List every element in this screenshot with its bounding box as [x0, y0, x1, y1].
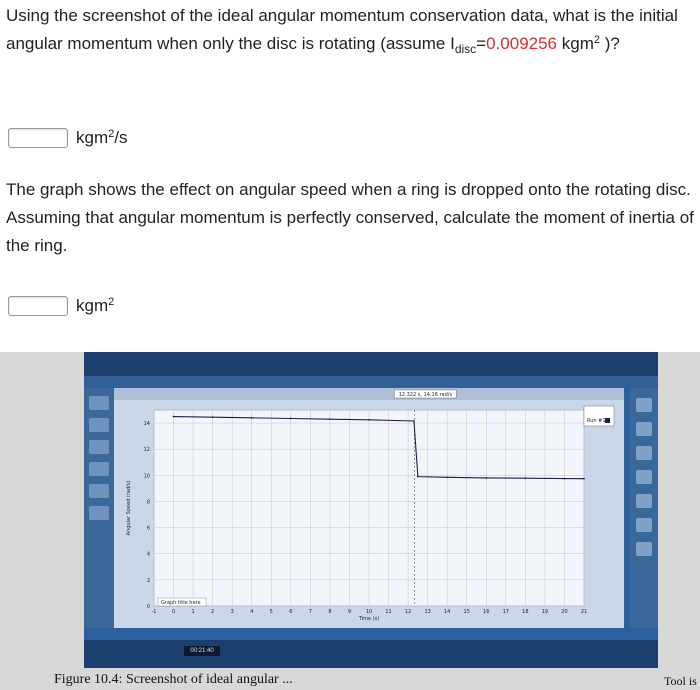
- x-tick-label: 20: [561, 609, 568, 615]
- right-panel-item: [636, 398, 652, 412]
- answer-1-unit: [76, 128, 127, 148]
- x-tick-label: 4: [250, 609, 254, 615]
- app-toolbar: [84, 376, 658, 386]
- figure-caption: Figure 10.4: Screenshot of ideal angular ...: [54, 672, 293, 687]
- right-panel-item: [636, 422, 652, 436]
- left-panel-item: [89, 462, 109, 476]
- ring-inertia-input[interactable]: [8, 296, 68, 316]
- x-tick-label: 5: [269, 609, 273, 615]
- right-panel-item: [636, 494, 652, 508]
- question-1-text: [6, 2, 696, 60]
- answer-1-unit-exponent: 2: [108, 128, 115, 140]
- y-tick-label: 2: [146, 577, 150, 584]
- answer-2-unit-base: kgm: [76, 296, 109, 315]
- graph-title-text: Graph title here: [161, 600, 201, 606]
- screenshot-photo: [0, 352, 700, 690]
- x-tick-label: 6: [289, 609, 293, 615]
- y-tick-label: 10: [143, 473, 150, 480]
- y-axis-title: Angular Speed (rad/s): [126, 480, 132, 536]
- left-panel-item: [89, 484, 109, 498]
- legend-swatch: [605, 418, 610, 423]
- x-tick-label: 18: [522, 609, 529, 615]
- x-tick-label: 7: [308, 609, 312, 615]
- data-point: [417, 476, 419, 478]
- x-tick-label: 2: [211, 609, 215, 615]
- monitor-screen: [84, 352, 658, 668]
- right-panel-item: [636, 542, 652, 556]
- question-1-tail: )?: [599, 34, 620, 53]
- right-panel-item: [636, 470, 652, 484]
- x-tick-label: 9: [347, 609, 352, 615]
- app-header: [84, 352, 658, 376]
- left-panel-item: [89, 418, 109, 432]
- angular-speed-chart: [114, 388, 624, 628]
- data-point: [413, 420, 415, 422]
- data-point: [290, 418, 292, 420]
- x-tick-label: 13: [424, 609, 431, 615]
- disc-subscript: disc: [454, 42, 477, 56]
- x-tick-label: 8: [328, 609, 332, 615]
- x-tick-label: 12: [404, 609, 412, 615]
- x-axis-title: Time (s): [358, 616, 380, 622]
- y-tick-label: 8: [146, 499, 150, 506]
- caption-fragment: Tool is: [664, 674, 697, 688]
- inertia-unit-exponent: 2: [593, 34, 600, 46]
- data-point: [524, 477, 526, 479]
- y-tick-label: 0: [146, 604, 150, 610]
- right-panel-item: [636, 518, 652, 532]
- question-2-text: The graph shows the effect on angular speed when a ring is dropped onto the rotating disc. Assuming that angular momentum is perfectly conserved, calculate the moment of inertia of the ring.: [6, 180, 694, 255]
- x-tick-label: 11: [385, 609, 392, 615]
- x-tick-label: 10: [365, 609, 373, 615]
- equals-sign: =: [476, 34, 487, 53]
- x-tick-label: 21: [580, 609, 588, 615]
- timer-readout: 00:21:40: [184, 646, 220, 656]
- readout-text: 12.322 s, 14.16 rad/s: [398, 392, 453, 398]
- answer-2-row: [8, 296, 114, 316]
- answer-1-unit-base: kgm: [76, 128, 109, 147]
- y-tick-label: 14: [143, 421, 150, 428]
- graph-area: [114, 388, 624, 628]
- x-tick-label: 15: [463, 609, 470, 615]
- inertia-value: 0.009256: [486, 34, 558, 53]
- data-point: [564, 478, 566, 480]
- x-tick-label: 0: [171, 609, 176, 615]
- right-panel: [630, 388, 658, 628]
- left-panel-item: [89, 440, 109, 454]
- bottom-bar: [84, 640, 658, 668]
- question-1-lead: Using the screenshot of the ideal angular momentum conservation data, what is the initial angular momentum when only the disc is rotating (assume I: [6, 6, 678, 53]
- data-point: [329, 418, 331, 420]
- answer-2-unit: [76, 296, 114, 316]
- data-point: [446, 476, 448, 478]
- data-point: [251, 417, 253, 419]
- y-tick-label: 4: [146, 551, 150, 558]
- data-point: [583, 478, 585, 480]
- left-panel-item: [89, 396, 109, 410]
- answer-2-unit-exponent: 2: [108, 296, 115, 308]
- x-tick-label: 14: [443, 609, 451, 615]
- angular-momentum-input[interactable]: [8, 128, 68, 148]
- x-tick-label: 3: [230, 609, 234, 615]
- data-point: [212, 416, 214, 418]
- x-tick-label: 19: [541, 609, 549, 615]
- data-point: [485, 477, 487, 479]
- left-panel-item: [89, 506, 109, 520]
- legend-label: Run #1: [587, 418, 606, 424]
- data-point: [173, 416, 175, 418]
- x-tick-label: 17: [502, 609, 510, 615]
- inertia-unit: kgm: [557, 34, 594, 53]
- y-tick-label: 6: [146, 525, 150, 532]
- x-tick-label: 1: [191, 609, 195, 615]
- x-tick-label: 16: [483, 609, 490, 615]
- data-point: [368, 419, 370, 421]
- x-tick-label: -1: [151, 609, 157, 615]
- right-panel-item: [636, 446, 652, 460]
- y-tick-label: 12: [143, 447, 150, 454]
- left-panel: [84, 388, 114, 628]
- answer-1-row: [8, 128, 127, 148]
- answer-1-unit-suffix: /s: [114, 128, 128, 147]
